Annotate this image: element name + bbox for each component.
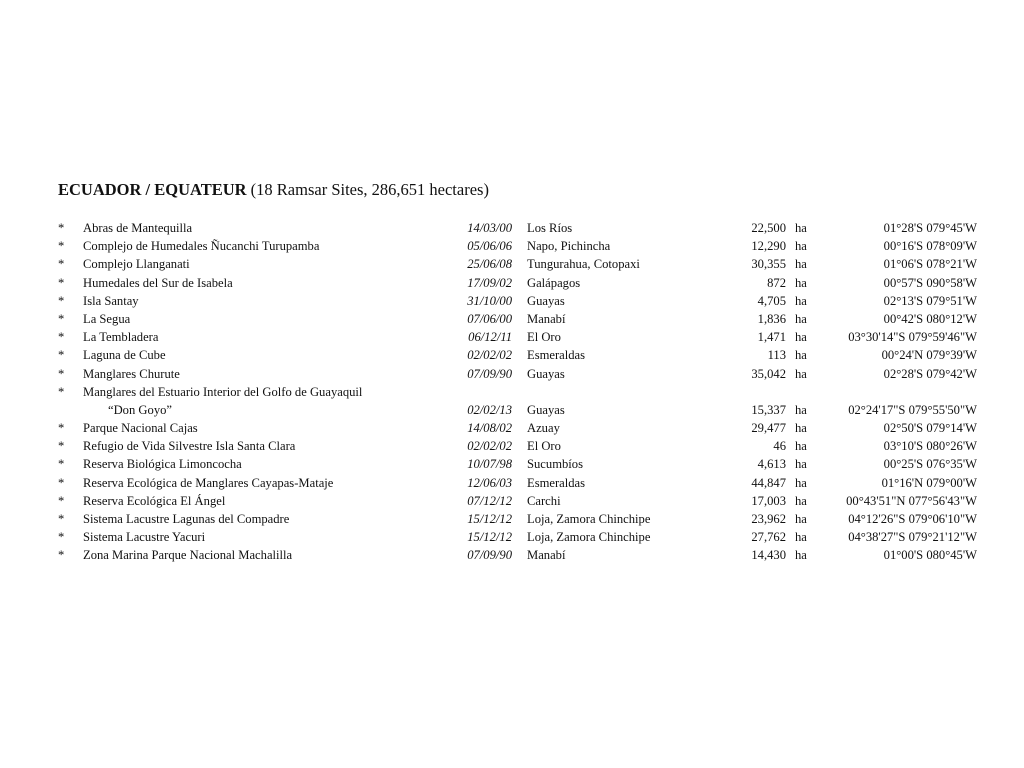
site-region: El Oro (527, 439, 561, 454)
site-row (0, 437, 1024, 455)
site-coordinates: 01°00'S 080°45'W (883, 548, 977, 563)
site-region: Guayas (527, 366, 565, 381)
site-name: Humedales del Sur de Isabela (83, 275, 233, 290)
site-region: Loja, Zamora Chinchipe (527, 512, 651, 527)
site-name: Zona Marina Parque Nacional Machalilla (83, 548, 293, 563)
site-coordinates: 04°38'27"S 079°21'12"W (848, 530, 977, 545)
bullet-marker: * (58, 348, 65, 363)
area-unit: ha (795, 530, 807, 545)
site-area: 17,003 (751, 493, 786, 508)
site-name: Manglares del Estuario Interior del Golfo de Guayaquil (83, 384, 363, 399)
designation-date: 05/06/06 (467, 239, 512, 254)
site-row (0, 365, 1024, 383)
page-title (58, 180, 489, 200)
site-region: Azuay (527, 421, 560, 436)
site-region: Guayas (527, 293, 565, 308)
site-region: Loja, Zamora Chinchipe (527, 530, 651, 545)
designation-date: 25/06/08 (467, 257, 512, 272)
area-unit: ha (795, 293, 807, 308)
designation-date: 02/02/13 (467, 402, 512, 417)
designation-date: 07/06/00 (467, 311, 512, 326)
site-coordinates: 01°16'N 079°00'W (881, 475, 977, 490)
site-region: Napo, Pichincha (527, 239, 611, 254)
site-region: Manabí (527, 311, 566, 326)
site-row (0, 310, 1024, 328)
area-unit: ha (795, 421, 807, 436)
site-row (0, 255, 1024, 273)
site-area: 27,762 (751, 530, 786, 545)
bullet-marker: * (58, 548, 65, 563)
site-name: Parque Nacional Cajas (83, 421, 198, 436)
bullet-marker: * (58, 421, 65, 436)
site-area: 15,337 (751, 402, 786, 417)
designation-date: 07/09/90 (467, 366, 512, 381)
area-unit: ha (795, 311, 807, 326)
site-row (0, 346, 1024, 364)
site-region: Esmeraldas (527, 348, 586, 363)
bullet-marker: * (58, 457, 65, 472)
site-coordinates: 02°24'17"S 079°55'50"W (848, 402, 977, 417)
site-name: Reserva Ecológica El Ángel (83, 493, 226, 508)
site-row (0, 492, 1024, 510)
site-name: Sistema Lacustre Yacuri (83, 530, 206, 545)
site-area: 29,477 (751, 421, 786, 436)
site-name: Isla Santay (83, 293, 139, 308)
designation-date: 12/06/03 (467, 475, 512, 490)
site-area: 4,613 (757, 457, 786, 472)
bullet-marker: * (58, 275, 65, 290)
site-row (0, 383, 1024, 419)
area-unit: ha (795, 348, 807, 363)
bullet-marker: * (58, 493, 65, 508)
site-region: Guayas (527, 402, 565, 417)
bullet-marker: * (58, 239, 65, 254)
country-heading: ECUADOR / EQUATEUR (58, 180, 247, 199)
designation-date: 06/12/11 (468, 330, 512, 345)
site-region: Manabí (527, 548, 566, 563)
site-region: El Oro (527, 330, 561, 345)
site-region: Carchi (527, 493, 561, 508)
designation-date: 07/09/90 (467, 548, 512, 563)
site-name: Complejo de Humedales Ñucanchi Turupamba (83, 239, 320, 254)
designation-date: 17/09/02 (467, 275, 512, 290)
site-region: Tungurahua, Cotopaxi (527, 257, 640, 272)
site-area: 30,355 (751, 257, 786, 272)
site-area: 46 (773, 439, 786, 454)
area-unit: ha (795, 457, 807, 472)
site-row (0, 292, 1024, 310)
area-unit: ha (795, 330, 807, 345)
area-unit: ha (795, 257, 807, 272)
area-unit: ha (795, 439, 807, 454)
site-row (0, 510, 1024, 528)
site-coordinates: 00°24'N 079°39'W (881, 348, 977, 363)
site-coordinates: 04°12'26"S 079°06'10"W (848, 512, 977, 527)
area-unit: ha (795, 221, 807, 235)
site-area: 14,430 (751, 548, 786, 563)
site-coordinates: 03°10'S 080°26'W (883, 439, 977, 454)
designation-date: 07/12/12 (467, 493, 512, 508)
site-name: Sistema Lacustre Lagunas del Compadre (83, 512, 290, 527)
site-name: La Segua (83, 311, 131, 326)
designation-date: 15/12/12 (467, 530, 512, 545)
site-area: 22,500 (751, 221, 786, 235)
site-name: Laguna de Cube (83, 348, 166, 363)
site-area: 1,836 (757, 311, 786, 326)
site-row (0, 274, 1024, 292)
site-coordinates: 01°06'S 078°21'W (883, 257, 977, 272)
site-region: Sucumbíos (527, 457, 583, 472)
area-unit: ha (795, 402, 807, 417)
site-name-continued: “Don Goyo” (108, 402, 173, 417)
site-area: 23,962 (751, 512, 786, 527)
site-coordinates: 00°43'51"N 077°56'43"W (846, 493, 977, 508)
designation-date: 31/10/00 (467, 293, 512, 308)
designation-date: 10/07/98 (467, 457, 512, 472)
site-area: 4,705 (757, 293, 786, 308)
bullet-marker: * (58, 257, 65, 272)
site-name: La Tembladera (83, 330, 159, 345)
area-unit: ha (795, 548, 807, 563)
sites-summary: (18 Ramsar Sites, 286,651 hectares) (250, 180, 489, 199)
site-name: Reserva Ecológica de Manglares Cayapas-Mataje (83, 475, 334, 490)
area-unit: ha (795, 512, 807, 527)
site-area: 35,042 (751, 366, 786, 381)
designation-date: 14/03/00 (467, 221, 512, 235)
designation-date: 15/12/12 (467, 512, 512, 527)
site-region: Los Ríos (527, 221, 573, 235)
area-unit: ha (795, 475, 807, 490)
site-coordinates: 00°16'S 078°09'W (883, 239, 977, 254)
site-row (0, 328, 1024, 346)
bullet-marker: * (58, 366, 65, 381)
bullet-marker: * (58, 512, 65, 527)
site-row (0, 419, 1024, 437)
bullet-marker: * (58, 221, 65, 235)
designation-date: 02/02/02 (467, 348, 512, 363)
designation-date: 02/02/02 (467, 439, 512, 454)
site-region: Galápagos (527, 275, 581, 290)
bullet-marker: * (58, 293, 65, 308)
site-row (0, 237, 1024, 255)
site-row (0, 219, 1024, 237)
site-name: Reserva Biológica Limoncocha (83, 457, 242, 472)
site-area: 113 (767, 348, 786, 363)
bullet-marker: * (58, 530, 65, 545)
site-coordinates: 03°30'14"S 079°59'46"W (848, 330, 977, 345)
bullet-marker: * (58, 475, 65, 490)
site-row (0, 455, 1024, 473)
site-area: 12,290 (751, 239, 786, 254)
site-coordinates: 02°13'S 079°51'W (883, 293, 977, 308)
area-unit: ha (795, 366, 807, 381)
site-name: Refugio de Vida Silvestre Isla Santa Clara (83, 439, 296, 454)
site-coordinates: 02°28'S 079°42'W (883, 366, 977, 381)
site-coordinates: 00°25'S 076°35'W (883, 457, 977, 472)
designation-date: 14/08/02 (467, 421, 512, 436)
site-area: 1,471 (757, 330, 786, 345)
bullet-marker: * (58, 330, 65, 345)
bullet-marker: * (58, 311, 65, 326)
site-name: Manglares Churute (83, 366, 180, 381)
area-unit: ha (795, 493, 807, 508)
area-unit: ha (795, 275, 807, 290)
bullet-marker: * (58, 384, 65, 399)
site-area: 44,847 (751, 475, 786, 490)
site-row (0, 546, 1024, 564)
site-area: 872 (767, 275, 786, 290)
area-unit: ha (795, 239, 807, 254)
ramsar-sites-list (0, 219, 1024, 565)
site-row (0, 528, 1024, 546)
site-region: Esmeraldas (527, 475, 586, 490)
site-coordinates: 00°42'S 080°12'W (883, 311, 977, 326)
site-row (0, 474, 1024, 492)
site-name: Complejo Llanganati (83, 257, 190, 272)
site-coordinates: 00°57'S 090°58'W (883, 275, 977, 290)
bullet-marker: * (58, 439, 65, 454)
site-coordinates: 02°50'S 079°14'W (883, 421, 977, 436)
site-name: Abras de Mantequilla (83, 221, 193, 235)
site-coordinates: 01°28'S 079°45'W (883, 221, 977, 235)
